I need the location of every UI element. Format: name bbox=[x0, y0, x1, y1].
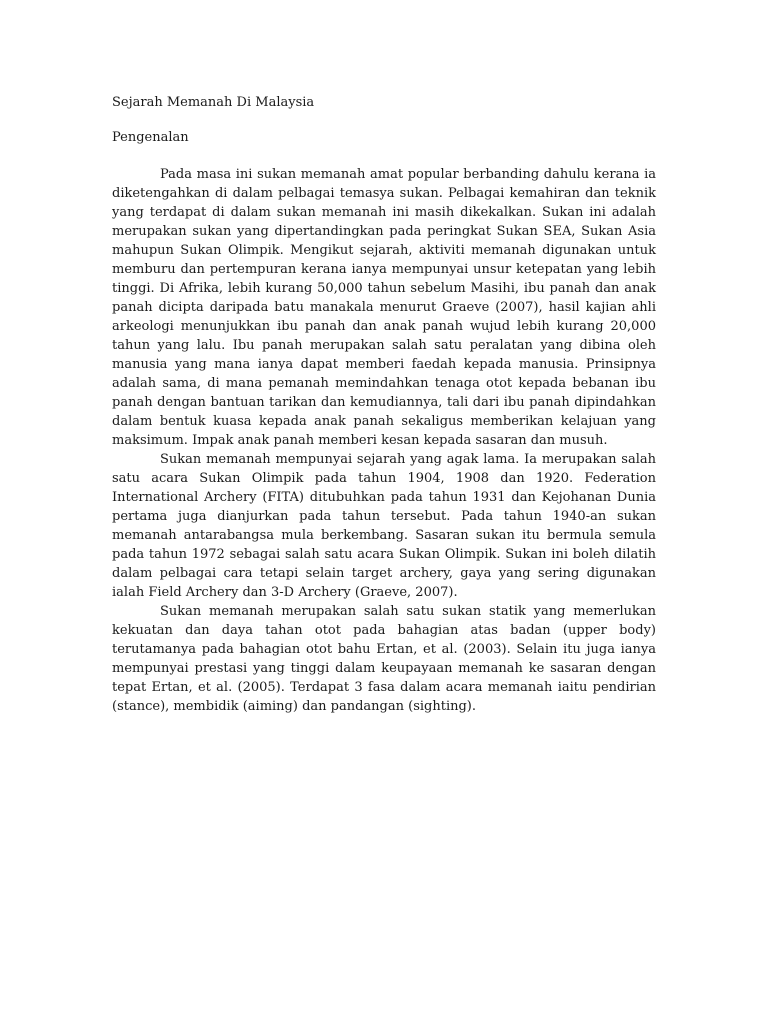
paragraph-2: Sukan memanah mempunyai sejarah yang agak lama. Ia merupakan salah satu acara Sukan Olimpik pada tahun 1904, 1908 dan 1920. Federation International Archery (FITA) ditubuhkan pada tahun 1931 dan Kejohanan Dunia pertama juga dianjurkan pada tahun tersebut. Pada tahun 1940-an sukan memanah antarabangsa mula berkembang. Sasaran sukan itu bermula semula pada tahun 1972 sebagai salah satu acara Sukan Olimpik. Sukan ini boleh dilatih dalam pelbagai cara tetapi selain target archery, gaya yang sering digunakan ialah Field Archery dan 3-D Archery (Graeve, 2007). bbox=[112, 452, 656, 600]
paragraph-3: Sukan memanah merupakan salah satu sukan statik yang memerlukan kekuatan dan daya tahan otot pada bahagian atas badan (upper body) terutamanya pada bahagian otot bahu Ertan, et al. (2003). Selain itu juga ianya mempunyai prestasi yang tinggi dalam keupayaan memanah ke sasaran dengan tepat Ertan, et al. (2005). Terdapat 3 fasa dalam acara memanah iaitu pendirian (stance), membidik (aiming) dan pandangan (sighting). bbox=[112, 604, 656, 714]
section-heading: Pengenalan bbox=[112, 130, 189, 145]
document-body bbox=[112, 93, 656, 716]
paragraph-1: Pada masa ini sukan memanah amat popular berbanding dahulu kerana ia diketengahkan di dalam pelbagai temasya sukan. Pelbagai kemahiran dan teknik yang terdapat di dalam sukan memanah ini masih dikekalkan. Sukan ini adalah merupakan sukan yang dipertandingkan pada peringkat Sukan SEA, Sukan Asia mahupun Sukan Olimpik. Mengikut sejarah, aktiviti memanah digunakan untuk memburu dan pertempuran kerana ianya mempunyai unsur ketepatan yang lebih tinggi. Di Afrika, lebih kurang 50,000 tahun sebelum Masihi, ibu panah dan anak panah dicipta daripada batu manakala menurut Graeve (2007), hasil kajian ahli arkeologi menunjukkan ibu panah dan anak panah wujud lebih kurang 20,000 tahun yang lalu. Ibu panah merupakan salah satu peralatan yang dibina oleh manusia yang mana ianya dapat memberi faedah kepada manusia. Prinsipnya adalah sama, di mana pemanah memindahkan tenaga otot kepada bebanan ibu panah dengan bantuan tarikan dan kemudiannya, tali dari ibu panah dipindahkan dalam bentuk kuasa kepada anak panah sekaligus memberikan kelajuan yang maksimum. Impak anak panah memberi kesan kepada sasaran dan musuh. bbox=[112, 167, 656, 448]
document-title: Sejarah Memanah Di Malaysia bbox=[112, 95, 315, 110]
